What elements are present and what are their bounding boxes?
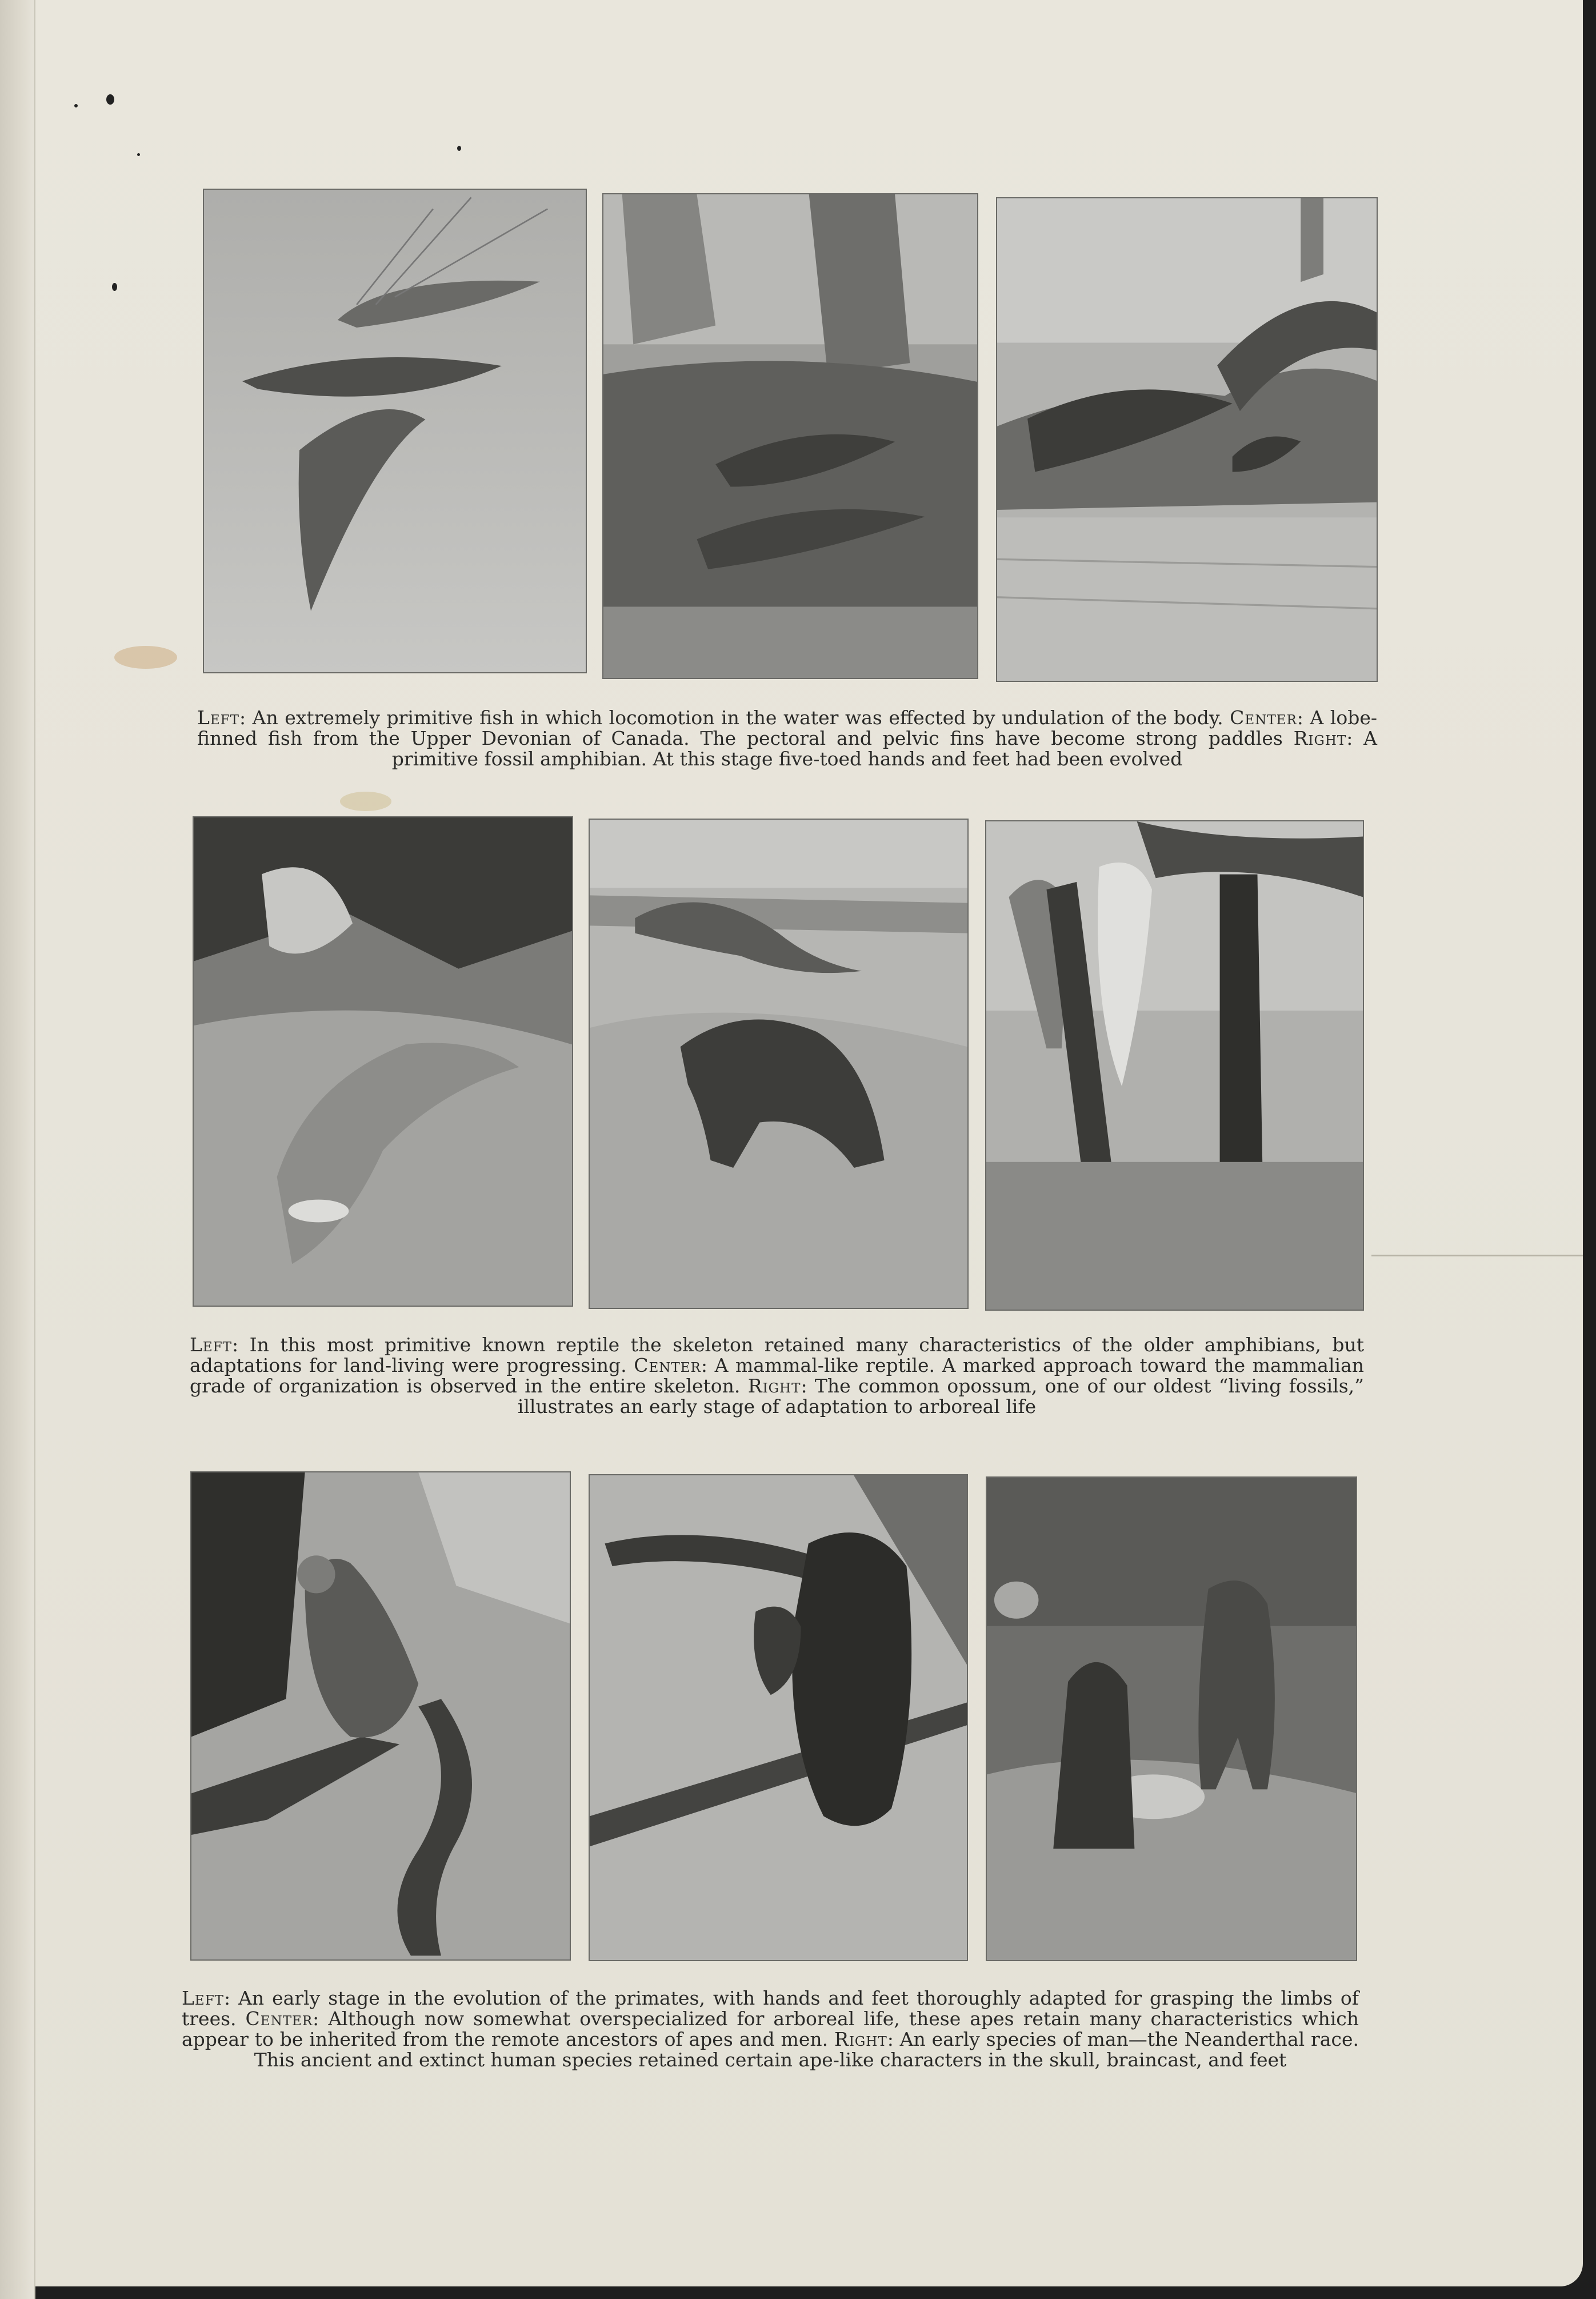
- caption-row-1: [197, 708, 1377, 769]
- caption-label-left: Left: [190, 1334, 233, 1356]
- caption-text-center: : A mammal-like reptile. A marked approach toward the mammalian grade of organization is observed in the entire skeleton.: [190, 1354, 1365, 1397]
- caption-text-center: : Although now somewhat overspecialized for arboreal life, these apes retain many characteristics which appear to be inherited from the remote ancestors of apes and men.: [182, 2007, 1359, 2050]
- caption-row-2: [190, 1335, 1364, 1417]
- caption-text-left: : In this most primitive known reptile the skeleton retained many characteristics of the older amphibians, but adaptations for land-living were progressing.: [190, 1334, 1364, 1376]
- plate-early-primate: [190, 1471, 571, 1961]
- plate-apes: [589, 1474, 968, 1961]
- paper-stain: [114, 646, 177, 669]
- ink-speck: [112, 283, 117, 291]
- plate-mammal-like-reptile: [589, 819, 969, 1309]
- plate-primitive-reptile: [193, 816, 573, 1307]
- caption-label-right: Right: [1293, 727, 1347, 749]
- caption-text-left: : An extremely primitive fish in which locomotion in the water was effected by undulation of the body.: [239, 707, 1230, 729]
- plate-fossil-amphibian: [996, 197, 1378, 682]
- caption-label-left: Left: [197, 707, 240, 729]
- caption-text-right: : The common opossum, one of our oldest “living fossils,” illustrates an early stage of adaptation to arboreal life: [517, 1375, 1365, 1418]
- caption-text-left: : An early stage in the evolution of the primates, with hands and feet thoroughly adapted for grasping the limbs of trees.: [182, 1987, 1359, 2030]
- ink-speck: [106, 94, 114, 105]
- caption-label-center: Center: [634, 1354, 701, 1376]
- plate-lobe-finned-fish: [602, 193, 978, 679]
- caption-label-center: Center: [245, 2007, 313, 2030]
- caption-text-right: : An early species of man—the Neanderthal race. This ancient and extinct human species retained certain ape-like characters in the skull, braincast, and feet: [254, 2028, 1359, 2071]
- paper-crease: [1371, 1255, 1583, 1256]
- plate-opossum: [985, 820, 1364, 1311]
- caption-text-center: : A lobe-finned fish from the Upper Devonian of Canada. The pectoral and pelvic fins have become strong paddles: [197, 707, 1377, 749]
- caption-row-3: [182, 1988, 1359, 2070]
- caption-label-left: Left: [182, 1987, 225, 2009]
- caption-label-right: Right: [834, 2028, 887, 2050]
- caption-text-right: : A primitive fossil amphibian. At this stage five-toed hands and feet had been evolved: [391, 727, 1377, 770]
- ink-speck: [457, 146, 461, 151]
- caption-label-center: Center: [1230, 707, 1297, 729]
- plate-primitive-fish: [203, 189, 587, 673]
- binding-edge: [0, 0, 35, 2299]
- paper-stain: [340, 792, 391, 811]
- caption-label-right: Right: [747, 1375, 801, 1397]
- ink-speck: [137, 153, 140, 156]
- plate-neanderthal: [986, 1476, 1357, 1961]
- ink-speck: [74, 104, 78, 107]
